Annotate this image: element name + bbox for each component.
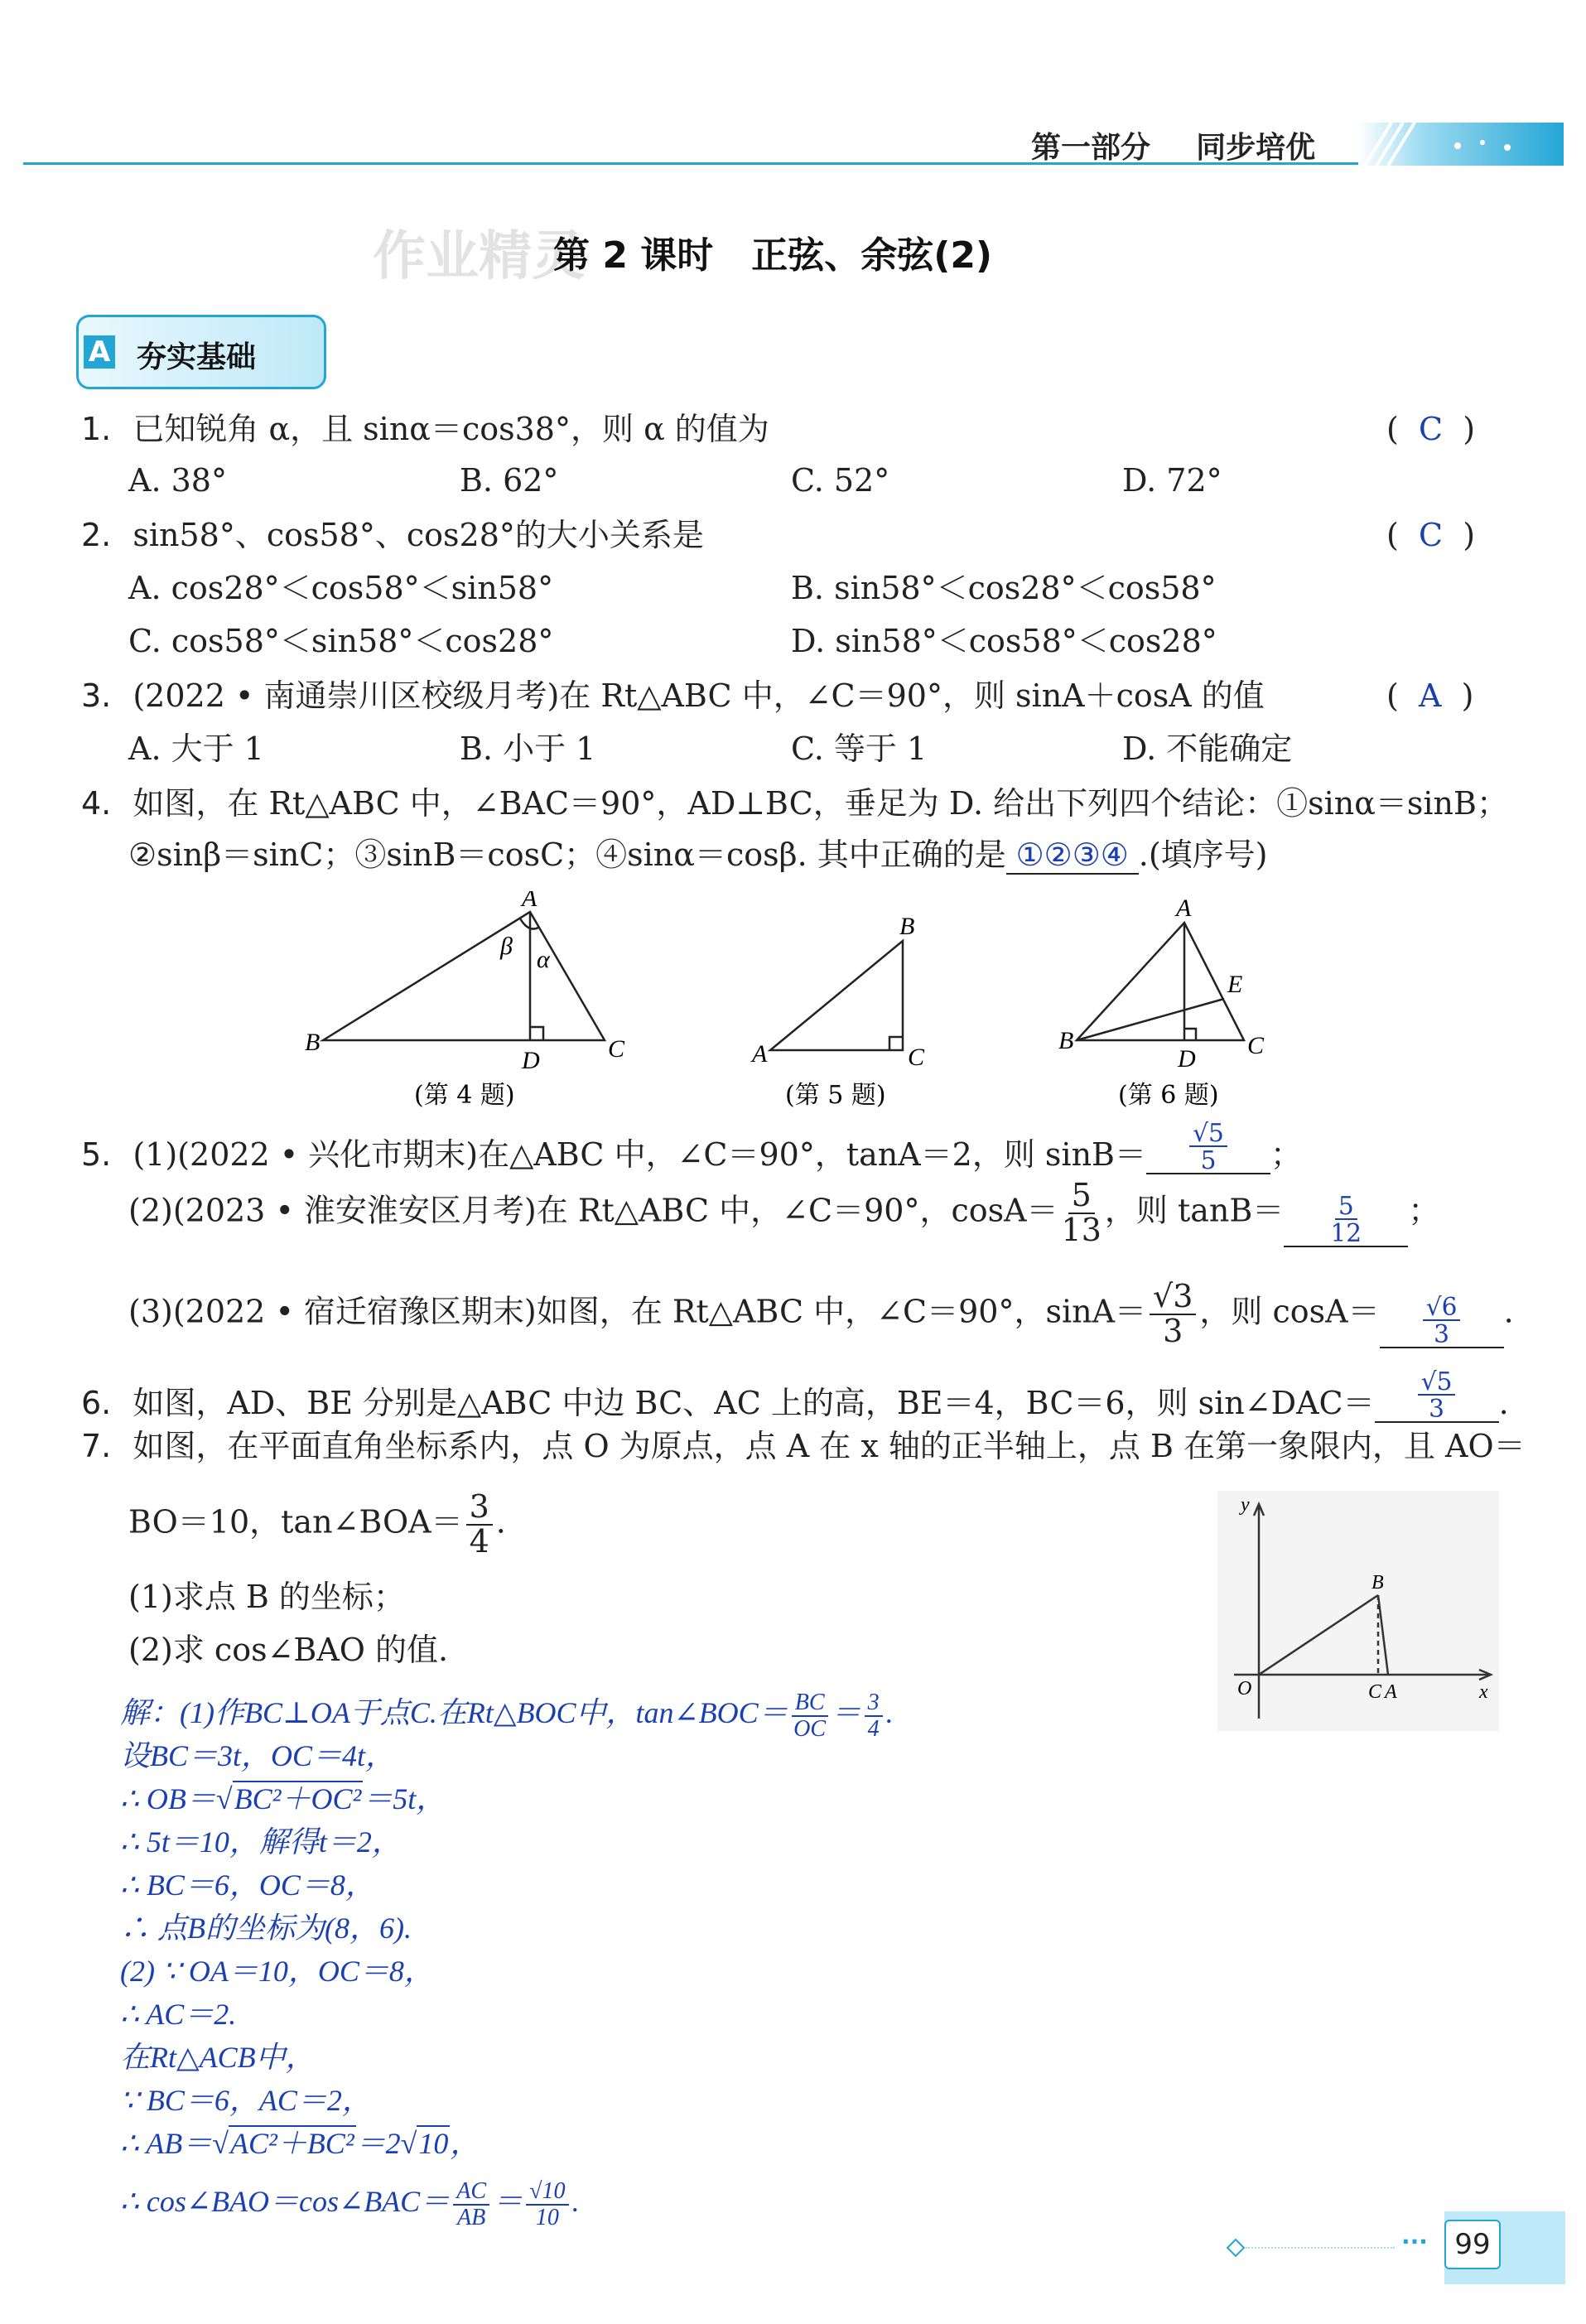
q5-p1-answer-den: 5 [1200, 1145, 1217, 1175]
figure-7 [1217, 1491, 1499, 1731]
q7-line2-text: BO＝10，tan∠BOA＝ [128, 1503, 463, 1540]
q1-number: 1. [81, 411, 112, 447]
fig6-label-b: B [1058, 1027, 1074, 1054]
footer-dotted-line [1246, 2247, 1395, 2249]
header-band [1358, 123, 1564, 166]
solution-line-11: ∴ AB＝√AC²＋BC²＝2√10， [120, 2127, 480, 2160]
q4-answer-blank [1006, 838, 1139, 875]
sol-l1-frac1-den: OC [793, 1715, 827, 1742]
solution-line-4: ∴ 5t＝10，解得t＝2， [120, 1825, 402, 1859]
q5-p1-blank [1146, 1120, 1270, 1174]
sol-l11-a: ∴ AB＝ [120, 2127, 213, 2160]
q3-number: 3. [81, 677, 112, 714]
badge-letter: A [84, 335, 115, 369]
section-badge [76, 315, 326, 389]
header-subsection-label: 同步培优 [1196, 131, 1316, 165]
q6-answer [1418, 1367, 1456, 1424]
q7-given-num: 3 [466, 1491, 493, 1526]
q7-sub2: (2)求 cos∠BAO 的值. [128, 1632, 449, 1668]
solution-line-5: ∴ BC＝6，OC＝8， [120, 1868, 375, 1902]
q4-line1: 如图，在 Rt△ABC 中，∠BAC＝90°，AD⊥BC，垂足为 D. 给出下列四个结论：①sinα＝sinB； [133, 785, 1508, 822]
header-rule [23, 162, 1564, 165]
fig7-label-c: C [1368, 1681, 1382, 1703]
q5-p3-text-b: ，则 cosA＝ [1199, 1293, 1380, 1330]
q5-p2-text-a: (2)(2023 • 淮安淮安区月考)在 Rt△ABC 中，∠C＝90°，cosA＝ [128, 1192, 1058, 1229]
q3-option-c: C. 等于 1 [791, 730, 928, 767]
fig4-label-b: B [305, 1029, 321, 1056]
sol-l12-frac2-num: √10 [526, 2179, 569, 2205]
badge-label: 夯实基础 [137, 340, 257, 374]
solution-line-8: ∴ AC＝2. [120, 1998, 237, 2031]
footer-diamond-icon [1227, 2239, 1246, 2258]
q2-text: sin58°、cos58°、cos28°的大小关系是 [133, 517, 704, 553]
q5-p1-text: (1)(2022 • 兴化市期末)在△ABC 中，∠C＝90°，tanA＝2，则 sinB＝ [133, 1136, 1146, 1174]
figure-5 [745, 908, 944, 1115]
sol-l3-a: ∴ OB＝ [120, 1782, 216, 1815]
lesson-title: 第 2 课时 正弦、余弦(2) [553, 234, 993, 277]
q5-p3-answer [1423, 1291, 1461, 1348]
q5-p2-text-b: ，则 tanB＝ [1104, 1192, 1285, 1229]
solution-line-6: ∴ 点B的坐标为(8，6). [120, 1912, 412, 1945]
q5-p3-answer-den: 3 [1434, 1319, 1450, 1348]
solution-line-9: 在Rt△ACB中， [120, 2041, 316, 2074]
q2-option-b: B. sin58°＜cos28°＜cos58° [791, 570, 1217, 606]
q2-answer: C [1418, 517, 1444, 553]
q5-p3-answer-num: √6 [1423, 1294, 1461, 1321]
q5-p2-given [1062, 1179, 1102, 1247]
q4-line2-end: .(填序号) [1138, 837, 1268, 873]
fig5-label-b: B [899, 913, 915, 940]
fig4-right-angle [530, 1027, 543, 1040]
fig6-label-d: D [1178, 1045, 1196, 1073]
q5-p1-end: ； [1270, 1136, 1303, 1174]
header-section [1031, 124, 1315, 166]
sol-l12-eq: ＝ [493, 2185, 523, 2218]
q5-p2-given-num: 5 [1068, 1179, 1095, 1214]
q2-bracket: ( C ) [1386, 517, 1476, 553]
sol-l12-frac1 [453, 2179, 489, 2230]
fig6-right-angle-d [1184, 1029, 1196, 1040]
sol-l12-frac1-num: AC [453, 2179, 489, 2205]
q5-number: 5. [81, 1136, 112, 1174]
fig5-label-c: C [908, 1044, 925, 1071]
sol-l3-radicand: BC²＋OC² [234, 1782, 362, 1815]
fig7-label-a: A [1385, 1681, 1397, 1703]
q3-bracket: ( A ) [1386, 677, 1474, 714]
solution-line-10: ∵ BC＝6，AC＝2， [120, 2084, 372, 2117]
sol-l12-end: . [571, 2185, 580, 2218]
sol-l1-end: . [885, 1696, 894, 1729]
sol-l1-eq: ＝ [831, 1696, 861, 1729]
sol-l1-frac1-num: BC [792, 1690, 828, 1716]
q2-option-c: C. cos58°＜sin58°＜cos28° [128, 623, 554, 659]
q1-option-b: B. 62° [460, 462, 559, 499]
sol-l1-frac2-den: 4 [867, 1715, 880, 1742]
sol-l12-frac2-den: 10 [535, 2204, 559, 2230]
q5-p2-answer-den: 12 [1330, 1217, 1362, 1247]
q6-end: . [1498, 1385, 1509, 1422]
q7-sub1: (1)求点 B 的坐标； [128, 1579, 405, 1615]
q1-option-a: A. 38° [128, 462, 227, 499]
q3-text: (2022 • 南通崇川区校级月考)在 Rt△ABC 中，∠C＝90°，则 sinA＋cosA 的值 [133, 677, 1265, 714]
q2-stem [81, 515, 704, 555]
q3-option-b: B. 小于 1 [460, 730, 596, 767]
q5-p3-given [1150, 1280, 1196, 1348]
q7-line2 [128, 1488, 506, 1560]
sol-l11-radicand: AC²＋BC² [230, 2127, 354, 2160]
q5-p3-given-num: √3 [1150, 1280, 1196, 1315]
q4-number: 4. [81, 785, 112, 822]
solution-line-1 [120, 1686, 894, 1741]
fig6-caption: (第 6 题) [1118, 1081, 1219, 1110]
q2-option-a: A. cos28°＜cos58°＜sin58° [128, 570, 554, 606]
sol-l11-c: ， [450, 2127, 480, 2160]
q5-p3-given-den: 3 [1163, 1312, 1183, 1349]
header-section-label: 第一部分 [1031, 131, 1151, 165]
q6-answer-num: √5 [1418, 1368, 1456, 1396]
sol-l1-text: 解：(1)作BC⊥OA于点C.在Rt△BOC中，tan∠BOC＝ [120, 1696, 788, 1729]
solution-line-3: ∴ OB＝√BC²＋OC²＝5t， [120, 1782, 446, 1815]
q5-p3-blank [1380, 1291, 1504, 1348]
figure-6 [1052, 891, 1292, 1115]
q2-number: 2. [81, 517, 112, 553]
q5-p3-text-a: (3)(2022 • 宿迁宿豫区期末)如图，在 Rt△ABC 中，∠C＝90°，sinA＝ [128, 1293, 1147, 1330]
q7-given [466, 1488, 493, 1560]
q7-line2-end: . [495, 1503, 506, 1540]
q2-option-d: D. sin58°＜cos58°＜cos28° [791, 623, 1217, 659]
fig6-label-e: E [1227, 971, 1243, 998]
q6-text: 如图，AD、BE 分别是△ABC 中边 BC、AC 上的高，BE＝4，BC＝6，则 sin∠DAC＝ [133, 1385, 1375, 1422]
solution-line-12 [120, 2175, 580, 2230]
q1-stem [81, 409, 769, 449]
q5-part2 [128, 1179, 1439, 1247]
q1-answer: C [1418, 411, 1444, 447]
q3-option-a: A. 大于 1 [128, 730, 264, 767]
q7-line1: 如图，在平面直角坐标系内，点 O 为原点，点 A 在 x 轴的正半轴上，点 B 在第一象限内，且 AO＝ [133, 1428, 1526, 1464]
solution-line-7: (2) ∵ OA＝10，OC＝8， [120, 1955, 434, 1988]
fig4-label-c: C [608, 1035, 625, 1063]
q4-line2 [128, 835, 1267, 875]
sol-l3-b: ＝5t， [363, 1782, 446, 1815]
fig5-triangle [770, 941, 903, 1050]
fig4-triangle [323, 912, 605, 1040]
q3-stem [81, 676, 1265, 716]
q5-part1 [81, 1120, 1302, 1174]
q1-option-c: C. 52° [791, 462, 890, 499]
q5-p1-answer-num: √5 [1189, 1120, 1227, 1147]
q7-number: 7. [81, 1428, 112, 1464]
q6-number: 6. [81, 1385, 112, 1422]
fig6-label-a: A [1176, 894, 1192, 922]
header-stripes [1358, 123, 1564, 166]
q1-option-d: D. 72° [1122, 462, 1222, 499]
fig5-label-a: A [752, 1040, 768, 1068]
fig7-label-x: x [1479, 1681, 1488, 1703]
sol-l11-radicand-2: 10 [418, 2127, 449, 2160]
q4-stem [81, 784, 1508, 823]
fig5-caption: (第 5 题) [785, 1081, 886, 1110]
q6-stem [81, 1368, 1509, 1423]
q4-line2-text: ②sinβ＝sinC；③sinB＝cosC；④sinα＝cosβ. 其中正确的是 [128, 837, 1006, 873]
fig4-label-alpha: α [537, 946, 550, 973]
fig4-label-a: A [522, 891, 538, 912]
q5-part3 [128, 1280, 1514, 1348]
fig6-label-c: C [1247, 1032, 1265, 1059]
sol-l12-frac1-den: AB [456, 2204, 486, 2230]
fig4-label-beta: β [500, 933, 513, 960]
fig7-label-o: O [1237, 1678, 1252, 1700]
sol-l12-frac2 [526, 2179, 569, 2230]
q1-text: 已知锐角 α，且 sinα＝cos38°，则 α 的值为 [133, 411, 769, 447]
q5-p2-given-den: 13 [1061, 1211, 1102, 1248]
fig4-caption: (第 4 题) [414, 1081, 515, 1110]
sol-l12-a: ∴ cos∠BAO＝cos∠BAC＝ [120, 2185, 451, 2218]
solution-line-2: 设BC＝3t，OC＝4t， [120, 1739, 396, 1772]
figure-4 [298, 891, 629, 1115]
sol-l1-frac2-num: 3 [865, 1690, 883, 1716]
q5-p3-end: . [1503, 1293, 1514, 1330]
q5-p1-answer [1189, 1120, 1227, 1173]
q3-option-d: D. 不能确定 [1122, 730, 1293, 767]
q4-answer: ①②③④ [1015, 837, 1129, 874]
fig4-label-d: D [522, 1047, 540, 1074]
q1-bracket: ( C ) [1386, 411, 1476, 447]
fig5-right-angle [889, 1037, 903, 1050]
q7-stem [81, 1426, 1526, 1466]
fig7-label-b: B [1371, 1572, 1384, 1594]
fig6-triangle [1077, 923, 1244, 1040]
sol-l1-frac1 [792, 1690, 828, 1741]
q5-p2-answer [1330, 1190, 1362, 1247]
q6-blank [1375, 1368, 1499, 1423]
fig7-label-y: y [1241, 1494, 1250, 1516]
sol-l11-b: ＝2 [355, 2127, 401, 2160]
q5-p2-blank [1284, 1190, 1408, 1247]
q7-given-den: 4 [469, 1522, 489, 1560]
watermark: 作业精灵 [373, 226, 585, 287]
fig6-altitude-be [1077, 999, 1224, 1040]
q5-p2-answer-num: 5 [1335, 1193, 1357, 1220]
q3-answer: A [1418, 677, 1442, 714]
page-number: 99 [1444, 2220, 1501, 2269]
sol-l1-frac2 [865, 1690, 883, 1741]
q5-p2-end: ； [1408, 1192, 1440, 1229]
footer-dots: ··· [1401, 2228, 1428, 2255]
q6-answer-den: 3 [1429, 1394, 1445, 1424]
